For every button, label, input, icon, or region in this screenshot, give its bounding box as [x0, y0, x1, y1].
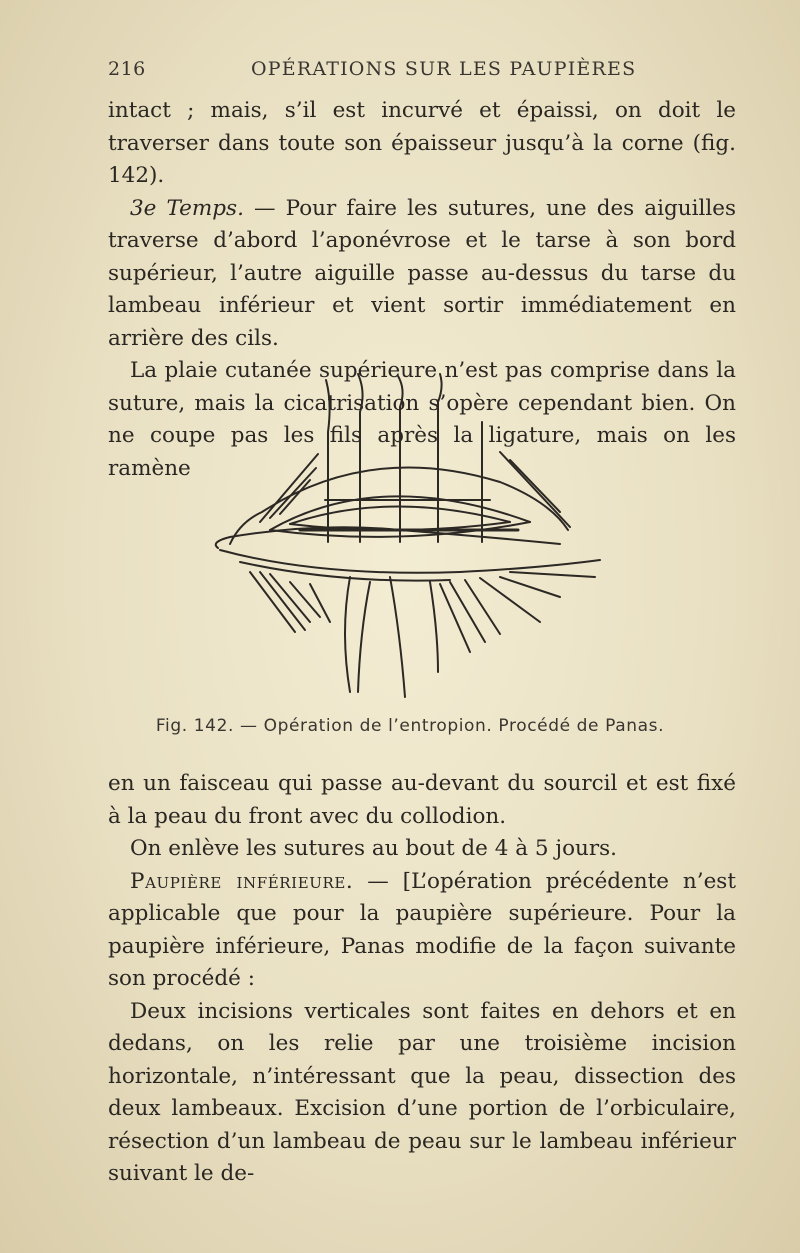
paragraph-third-step	[108, 193, 736, 356]
paragraph: intact ; mais, s’il est incurvé et épaissi, on doit le traverser dans toute son épaisseur jusqu’à la corne (fig. 142).	[108, 98, 736, 188]
paragraph-lower-eyelid	[108, 866, 736, 996]
section-heading: Paupière inférieure.	[130, 868, 354, 894]
paragraph: en un faisceau qui passe au-devant du sourcil et est fixé à la peau du front avec du collodion.	[108, 771, 736, 829]
paragraph: Deux incisions verticales sont faites en dehors et en dedans, on les relie par une troisième incision horizontale, n’intéressant que la peau, dissection des deux lambeaux. Excision d’une portion de l’orbiculaire, résection d’un lambeau de peau sur le lambeau inférieur suivant le de-	[108, 998, 736, 1186]
eyelid-suture-illustration-icon	[200, 372, 620, 702]
step-heading: 3e Temps.	[130, 195, 244, 221]
paragraph: On enlève les sutures au bout de 4 à 5 jours.	[130, 836, 618, 861]
paragraph: La plaie cutanée supérieure n’est pas comprise dans la suture, mais la cicatrisation s’opère cependant bien. On ne coupe pas les fils après la ligature, mais on les ramène	[108, 358, 736, 481]
bottom-text-block	[108, 768, 736, 1191]
step-text: — Pour faire les sutures, une des aiguilles traverse d’abord l’aponévrose et le tarse à son bord supérieur, l’autre aiguille passe au-dessus du tarse du lambeau inférieur et vient sortir immédiatement en arrière des cils.	[108, 195, 736, 351]
figure-caption: Fig. 142. — Opération de l’entropion. Procédé de Panas.	[155, 716, 665, 736]
page-number: 216	[108, 58, 146, 80]
section-text: — [L’opération précédente n’est applicable que pour la paupière supérieure. Pour la paupière inférieure, Panas modifie de la façon suivante son procédé :	[108, 868, 736, 991]
running-title: OPÉRATIONS SUR LES PAUPIÈRES	[251, 58, 637, 80]
